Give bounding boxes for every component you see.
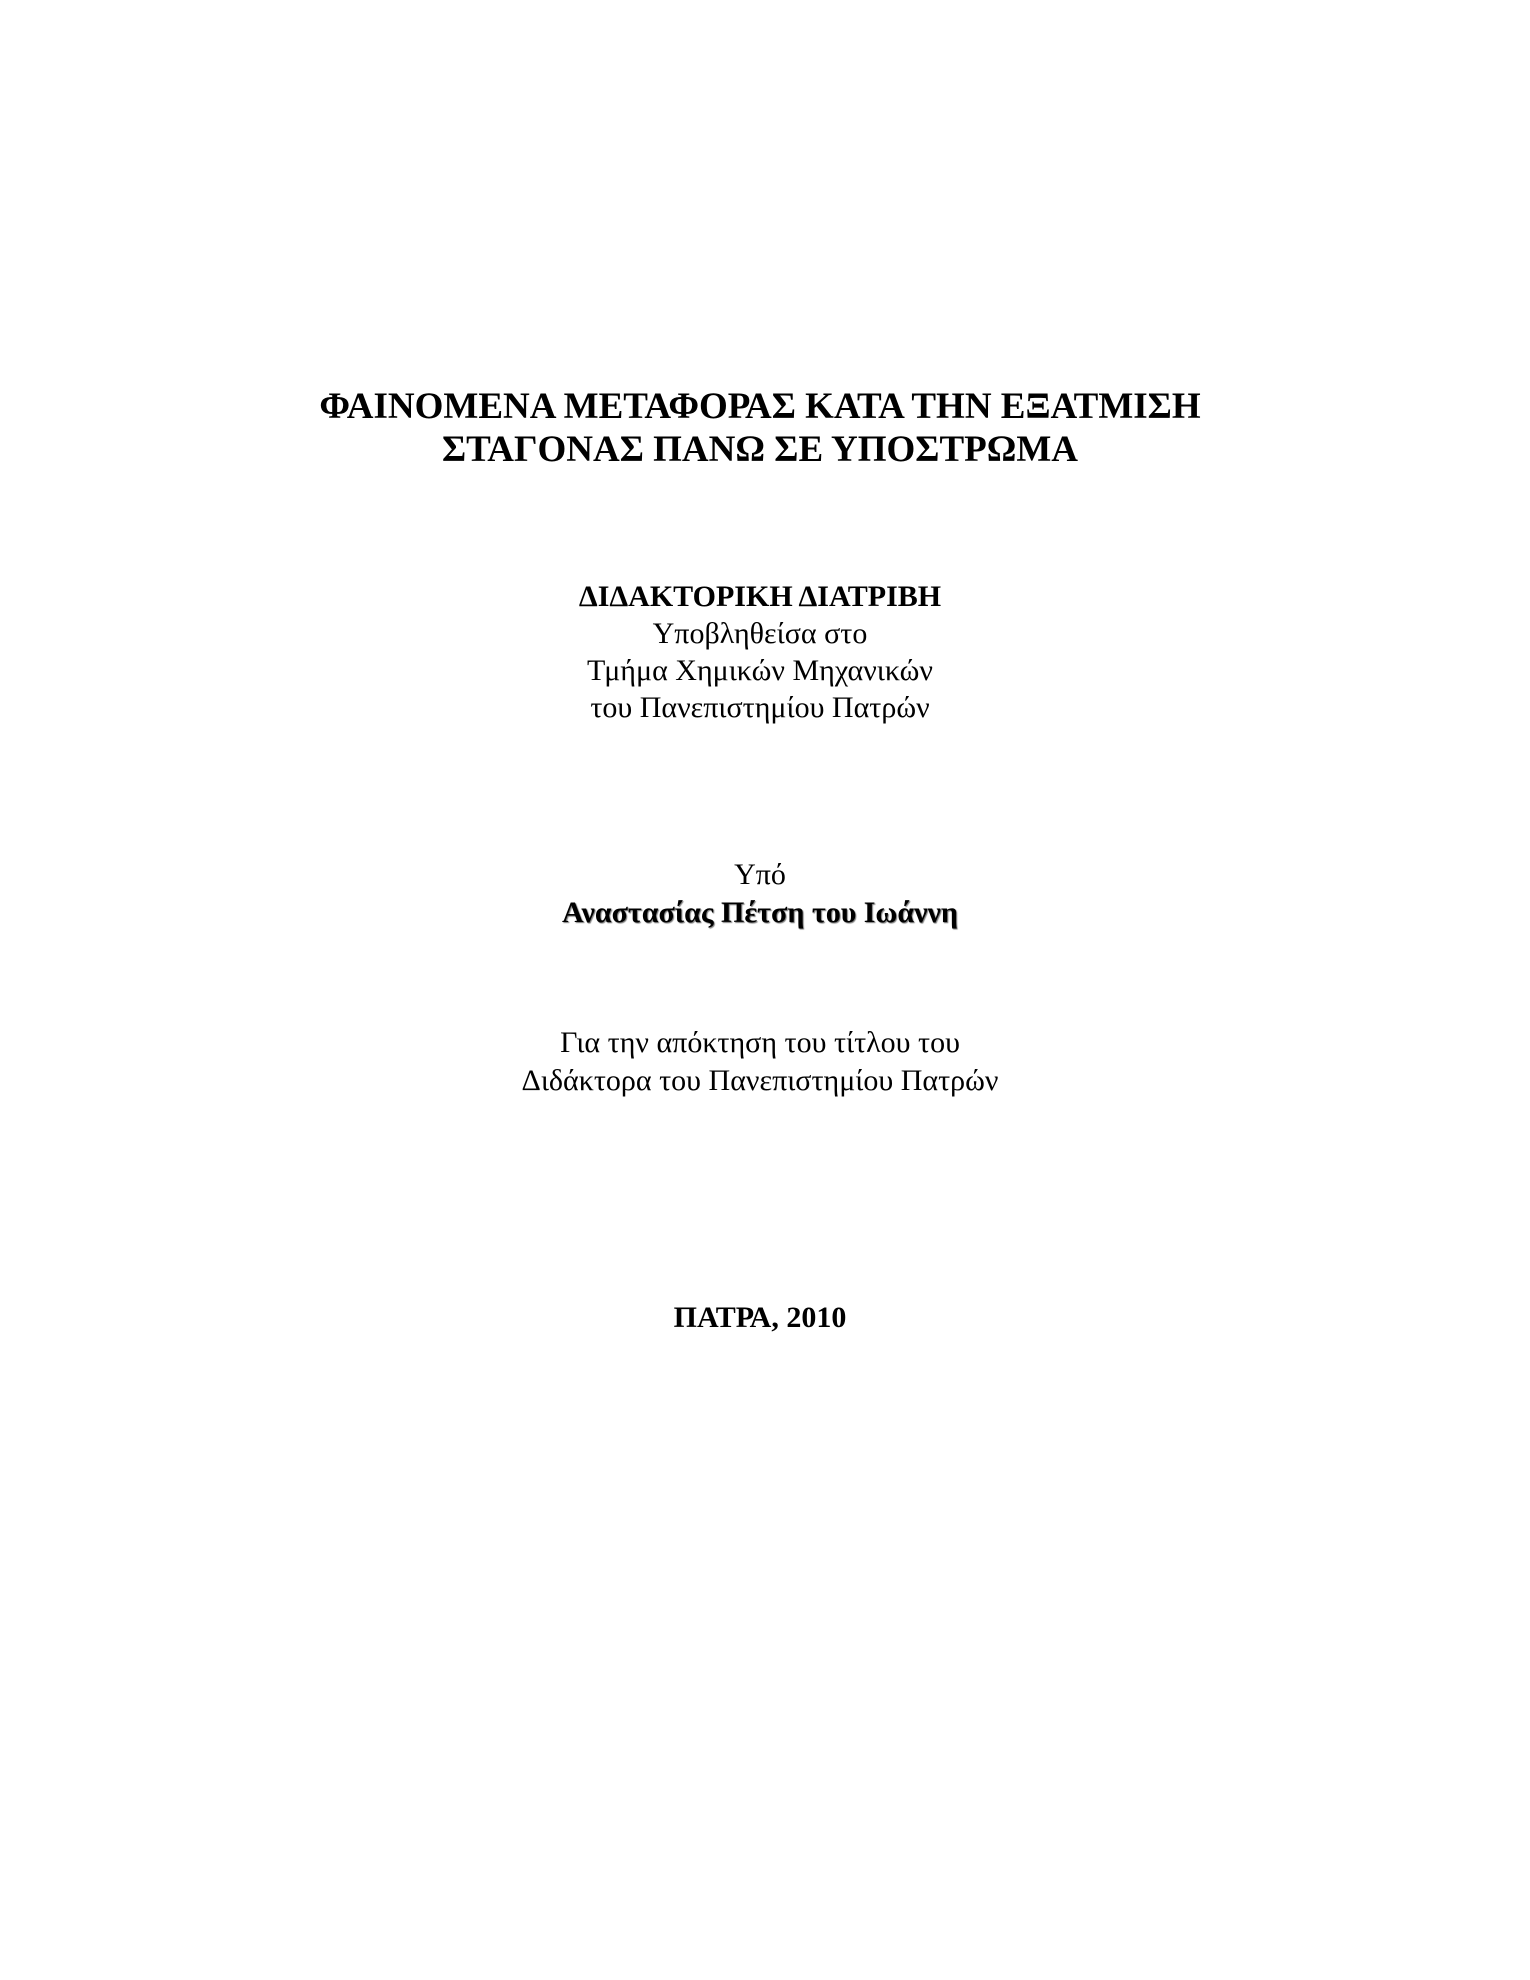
author-block	[0, 856, 1530, 932]
thesis-title-line-1: ΦΑΙΝΟΜΕΝΑ ΜΕΤΑΦΟΡΑΣ ΚΑΤΑ ΤΗΝ ΕΞΑΤΜΙΣΗ	[319, 386, 1201, 427]
thesis-type-heading: ΔΙΔΑΚΤΟΡΙΚΗ ΔΙΑΤΡΙΒΗ	[578, 580, 942, 613]
degree-block	[0, 1024, 1530, 1100]
thesis-title-line-2: ΣΤΑΓΟΝΑΣ ΠΑΝΩ ΣΕ ΥΠΟΣΤΡΩΜΑ	[441, 429, 1079, 470]
degree-line-2: Διδάκτορα του Πανεπιστημίου Πατρών	[521, 1064, 999, 1097]
place-date: ΠΑΤΡΑ, 2010	[673, 1301, 847, 1334]
thesis-submission-block	[0, 578, 1530, 726]
thesis-title	[0, 385, 1530, 471]
degree-line-1: Για την απόκτηση του τίτλου του	[560, 1026, 960, 1059]
submission-university: του Πανεπιστημίου Πατρών	[590, 691, 930, 724]
author-by-label: Υπό	[734, 858, 786, 891]
submission-department: Τμήμα Χημικών Μηχανικών	[587, 654, 933, 687]
author-name: Αναστασίας Πέτση του Ιωάννη	[562, 896, 958, 929]
submission-line-1: Υποβληθείσα στο	[652, 617, 868, 650]
